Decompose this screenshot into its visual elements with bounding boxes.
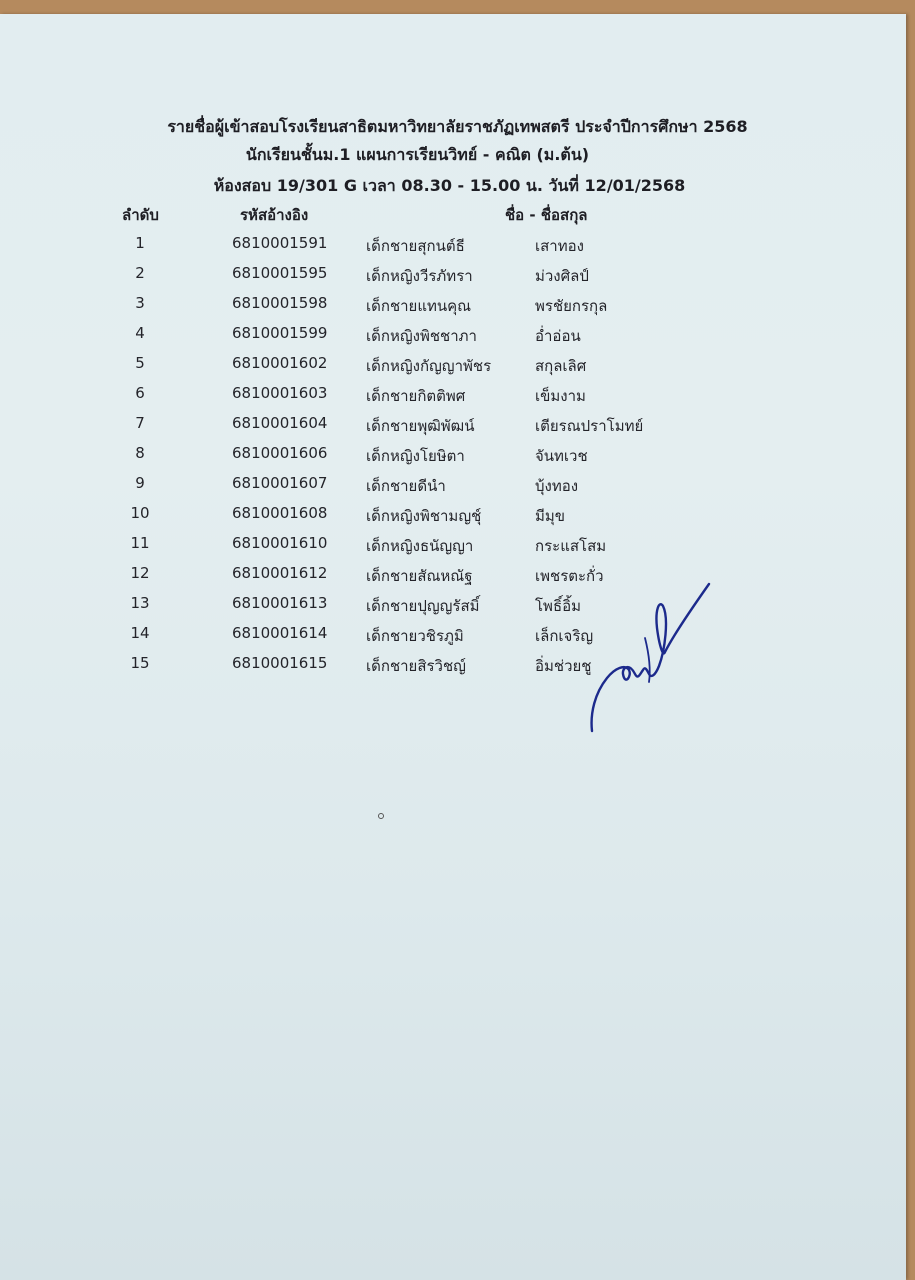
- student-list: [0, 232, 915, 682]
- reference-code: 6810001614: [232, 624, 328, 642]
- table-row: [0, 382, 915, 412]
- reference-code: 6810001608: [232, 504, 328, 522]
- student-last-name: มีมุข: [535, 507, 566, 525]
- student-last-name: เพชรตะกั่ว: [535, 567, 604, 585]
- reference-code: 6810001591: [232, 234, 328, 252]
- student-first-name: เด็กชายสุกนต์ธี: [366, 237, 465, 255]
- table-row: [0, 472, 915, 502]
- row-number: 3: [135, 294, 145, 312]
- table-row: [0, 532, 915, 562]
- student-first-name: เด็กหญิงธนัญญา: [366, 537, 474, 555]
- row-number: 15: [130, 654, 150, 672]
- reference-code: 6810001607: [232, 474, 328, 492]
- table-row: [0, 562, 915, 592]
- paper-speck: [378, 813, 384, 819]
- student-last-name: เสาทอง: [535, 237, 584, 255]
- reference-code: 6810001612: [232, 564, 328, 582]
- reference-code: 6810001604: [232, 414, 328, 432]
- table-row: [0, 292, 915, 322]
- reference-code: 6810001599: [232, 324, 328, 342]
- table-row: [0, 322, 915, 352]
- column-header-no: ลำดับ: [122, 206, 159, 224]
- row-number: 7: [135, 414, 145, 432]
- student-last-name: จันทเวช: [535, 447, 588, 465]
- reference-code: 6810001613: [232, 594, 328, 612]
- student-first-name: เด็กชายดีนำ: [366, 477, 446, 495]
- student-first-name: เด็กหญิงวีรภัทรา: [366, 267, 473, 285]
- student-last-name: ม่วงศิลป์: [535, 267, 589, 285]
- table-row: [0, 232, 915, 262]
- student-last-name: เข็มงาม: [535, 387, 586, 405]
- row-number: 10: [130, 504, 150, 522]
- row-number: 6: [135, 384, 145, 402]
- table-row: [0, 442, 915, 472]
- document-subtitle: นักเรียนชั้นม.1 แผนการเรียนวิทย์ - คณิต (ม.ต้น): [245, 145, 590, 164]
- student-last-name: กระแสโสม: [535, 537, 607, 555]
- student-last-name: บุ้งทอง: [535, 477, 579, 495]
- reference-code: 6810001603: [232, 384, 328, 402]
- table-row: [0, 652, 915, 682]
- column-header-code: รหัสอ้างอิง: [240, 206, 309, 224]
- row-number: 1: [135, 234, 145, 252]
- table-row: [0, 502, 915, 532]
- row-number: 11: [130, 534, 150, 552]
- student-first-name: เด็กชายสัณหณัฐ: [366, 567, 473, 585]
- reference-code: 6810001615: [232, 654, 328, 672]
- reference-code: 6810001606: [232, 444, 328, 462]
- row-number: 4: [135, 324, 145, 342]
- row-number: 12: [130, 564, 150, 582]
- student-last-name: โพธิ์อิ้ม: [535, 597, 581, 615]
- signature-image: [585, 578, 715, 738]
- table-row: [0, 262, 915, 292]
- table-row: [0, 622, 915, 652]
- student-last-name: เตียรณปราโมทย์: [535, 417, 644, 435]
- student-last-name: สกุลเลิศ: [535, 357, 587, 375]
- reference-code: 6810001598: [232, 294, 328, 312]
- student-first-name: เด็กชายสิรวิชญ์: [366, 657, 466, 675]
- row-number: 5: [135, 354, 145, 372]
- student-first-name: เด็กชายปุญญรัสมิ์: [366, 597, 480, 615]
- student-first-name: เด็กชายแทนคุณ: [366, 297, 472, 315]
- row-number: 9: [135, 474, 145, 492]
- row-number: 14: [130, 624, 150, 642]
- document-title: รายชื่อผู้เข้าสอบโรงเรียนสาธิตมหาวิทยาลัยราชภัฏเทพสตรี ประจำปีการศึกษา 2568: [167, 117, 748, 136]
- student-first-name: เด็กหญิงพิชชาภา: [366, 327, 477, 345]
- student-last-name: พรชัยกรกุล: [535, 297, 608, 315]
- table-row: [0, 352, 915, 382]
- row-number: 13: [130, 594, 150, 612]
- student-last-name: อ่ำอ่อน: [535, 327, 581, 345]
- table-row: [0, 592, 915, 622]
- row-number: 8: [135, 444, 145, 462]
- student-first-name: เด็กชายกิตติพศ: [366, 387, 466, 405]
- student-last-name: เล็กเจริญ: [535, 627, 594, 645]
- row-number: 2: [135, 264, 145, 282]
- student-first-name: เด็กหญิงกัญญาพัชร: [366, 357, 492, 375]
- reference-code: 6810001595: [232, 264, 328, 282]
- column-header-name: ชื่อ - ชื่อสกุล: [505, 206, 588, 224]
- table-row: [0, 412, 915, 442]
- exam-room-info: ห้องสอบ 19/301 G เวลา 08.30 - 15.00 น. วันที่ 12/01/2568: [213, 176, 686, 195]
- reference-code: 6810001610: [232, 534, 328, 552]
- student-first-name: เด็กหญิงพิชามญชุ์: [366, 507, 482, 525]
- reference-code: 6810001602: [232, 354, 328, 372]
- student-last-name: อิ่มช่วยชู: [535, 657, 592, 675]
- student-first-name: เด็กชายวชิรภูมิ: [366, 627, 464, 645]
- student-first-name: เด็กหญิงโยษิตา: [366, 447, 465, 465]
- student-first-name: เด็กชายพุฒิพัฒน์: [366, 417, 475, 435]
